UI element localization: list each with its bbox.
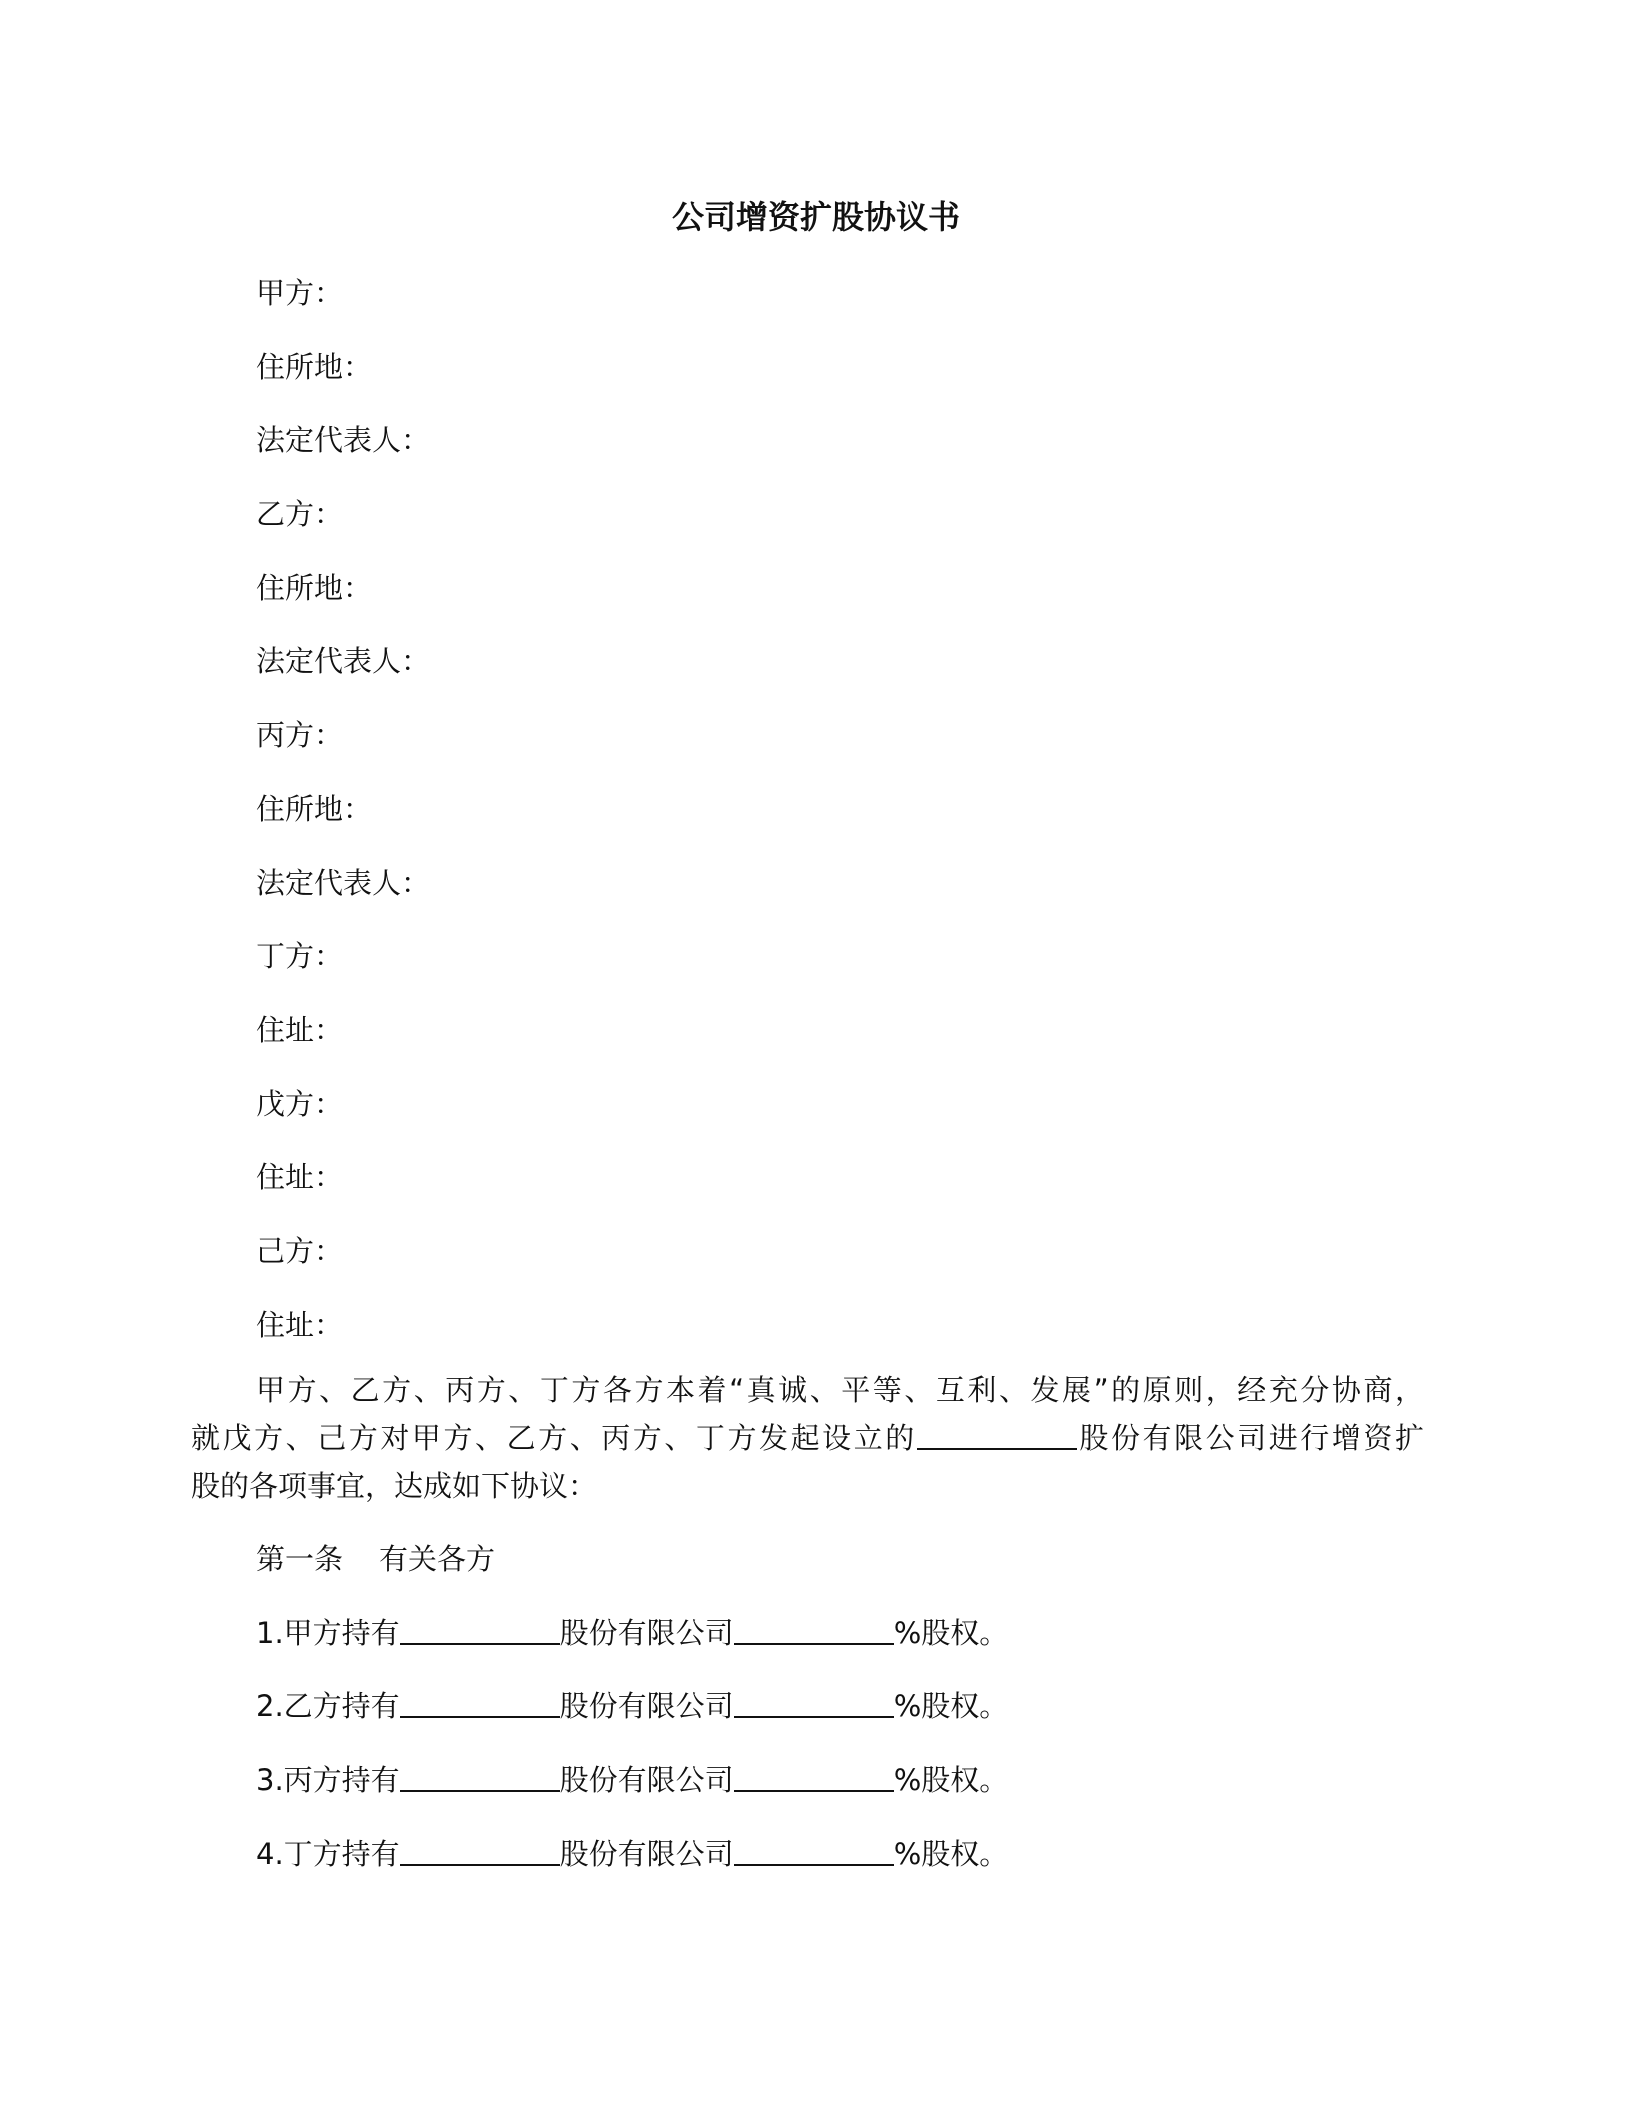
article-1 bbox=[256, 1523, 1008, 1891]
item-prefix: 4.丁方持有 bbox=[256, 1836, 400, 1871]
preamble-line-3: 股的各项事宜，达成如下协议： bbox=[191, 1469, 598, 1503]
percent-blank[interactable] bbox=[734, 1690, 894, 1718]
item-middle: 股份有限公司 bbox=[559, 1615, 734, 1650]
shareholding-item bbox=[256, 1744, 1008, 1818]
party-d-address-label: 住址： bbox=[256, 1012, 344, 1047]
document-title: 公司增资扩股协议书 bbox=[671, 198, 960, 236]
party-f-address-label: 住址： bbox=[256, 1307, 344, 1342]
company-blank[interactable] bbox=[400, 1764, 560, 1792]
item-prefix: 2.乙方持有 bbox=[256, 1689, 400, 1724]
percent-blank[interactable] bbox=[734, 1838, 894, 1866]
item-middle: 股份有限公司 bbox=[559, 1836, 734, 1871]
item-suffix: %股权。 bbox=[893, 1836, 1009, 1871]
percent-blank[interactable] bbox=[734, 1764, 894, 1792]
item-prefix: 1.甲方持有 bbox=[256, 1615, 400, 1650]
preamble-line-2-end: 股份有限公司进行增资扩 bbox=[1076, 1421, 1424, 1455]
shareholding-item bbox=[256, 1670, 1008, 1744]
article-1-heading bbox=[256, 1523, 1008, 1597]
shareholding-item bbox=[256, 1597, 1008, 1671]
party-b-address-label: 住所地： bbox=[256, 570, 373, 605]
party-a-representative-label: 法定代表人： bbox=[256, 423, 431, 458]
company-blank[interactable] bbox=[400, 1617, 560, 1645]
company-blank[interactable] bbox=[400, 1690, 560, 1718]
party-c-label: 丙方： bbox=[256, 718, 344, 753]
preamble-line-2-start: 就戊方、己方对甲方、乙方、丙方、丁方发起设立的 bbox=[191, 1421, 917, 1455]
preamble-line-2 bbox=[191, 1414, 1424, 1462]
item-suffix: %股权。 bbox=[893, 1763, 1009, 1798]
item-middle: 股份有限公司 bbox=[559, 1689, 734, 1724]
article-number: 第一条 bbox=[256, 1542, 344, 1576]
party-e-label: 戊方： bbox=[256, 1086, 344, 1121]
party-fields bbox=[256, 257, 430, 1362]
percent-blank[interactable] bbox=[734, 1617, 894, 1645]
item-suffix: %股权。 bbox=[893, 1615, 1009, 1650]
party-f-label: 己方： bbox=[256, 1233, 344, 1268]
item-prefix: 3.丙方持有 bbox=[256, 1763, 400, 1798]
article-heading: 有关各方 bbox=[379, 1542, 496, 1576]
party-c-representative-label: 法定代表人： bbox=[256, 865, 431, 900]
party-e-address-label: 住址： bbox=[256, 1160, 344, 1195]
party-a-label: 甲方： bbox=[256, 276, 344, 310]
party-d-label: 丁方： bbox=[256, 939, 344, 974]
party-a-address-label: 住所地： bbox=[256, 349, 373, 384]
preamble-paragraph bbox=[191, 1366, 1424, 1510]
company-blank[interactable] bbox=[400, 1838, 560, 1866]
party-c-address-label: 住所地： bbox=[256, 791, 373, 826]
shareholding-item bbox=[256, 1818, 1008, 1892]
company-name-blank[interactable] bbox=[917, 1422, 1077, 1450]
party-b-representative-label: 法定代表人： bbox=[256, 644, 431, 679]
party-b-label: 乙方： bbox=[256, 497, 344, 532]
item-middle: 股份有限公司 bbox=[559, 1763, 734, 1798]
item-suffix: %股权。 bbox=[893, 1689, 1009, 1724]
preamble-line-1: 甲方、乙方、丙方、丁方各方本着“真诚、平等、互利、发展”的原则，经充分协商， bbox=[256, 1373, 1424, 1407]
